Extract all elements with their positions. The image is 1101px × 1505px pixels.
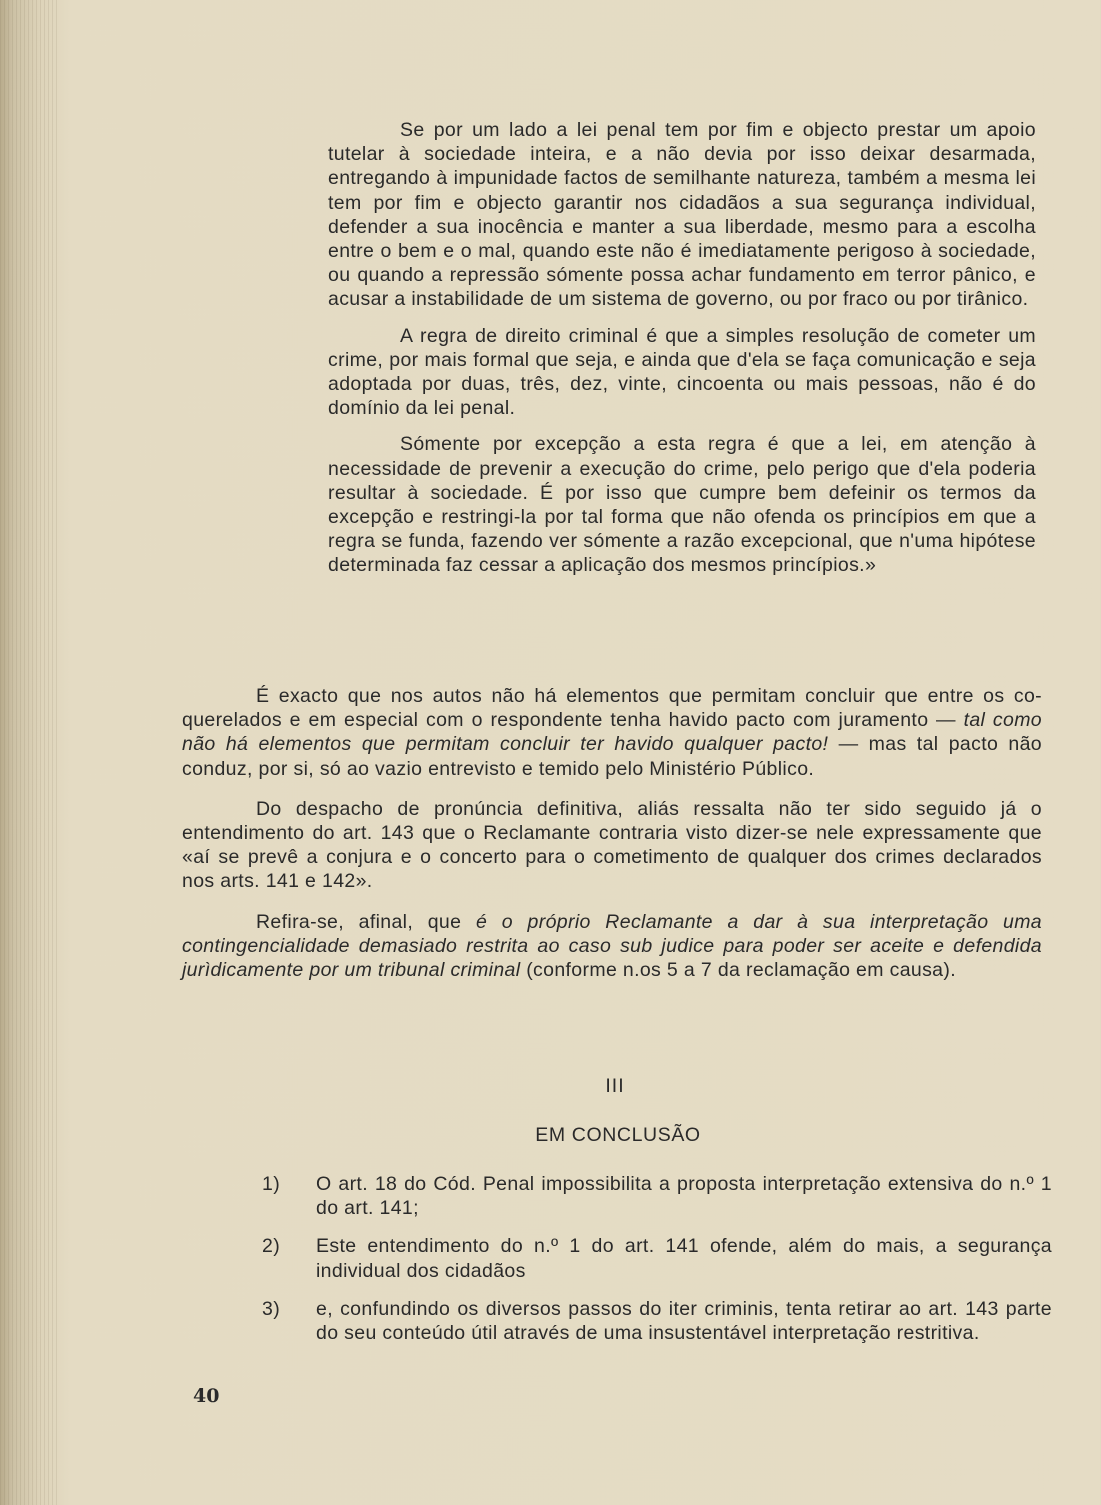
main-text — [182, 684, 1042, 998]
main-paragraph-3-text-a: Refira-se, afinal, que — [256, 910, 476, 933]
main-paragraph-3-italic: é o próprio Reclamante a dar à sua interpretação uma contingencialidade demasiado restrita ao caso sub judice para poder ser aceite e defendida jurìdicamente por um tribunal criminal — [182, 910, 1042, 982]
main-paragraph-2: Do despacho de pronúncia definitiva, aliás ressalta não ter sido seguido já o entendimento do art. 143 que o Reclamante contraria visto dizer-se nele expressamente que «aí se prevê a conjura e o concerto para o cometimento de qualquer dos crimes declarados nos arts. 141 e 142». — [182, 797, 1042, 893]
list-item-number: 2) — [262, 1235, 281, 1258]
list-item-text: O art. 18 do Cód. Penal impossibilita a proposta interpretação extensiva do n.º 1 do art. 141; — [316, 1173, 1052, 1220]
main-paragraph-1 — [182, 684, 1042, 781]
main-paragraph-3-text-b: (conforme n.os 5 a 7 da reclamação em causa). — [520, 959, 956, 982]
section-title: EM CONCLUSÃO — [535, 1124, 701, 1146]
list-item-text: e, confundindo os diversos passos do iter criminis, tenta retirar ao art. 143 parte do seu conteúdo útil através de uma insustentável interpretação restritiva. — [316, 1297, 1052, 1345]
main-paragraph-1-text-a: É exacto que nos autos não há elementos que permitam concluir que entre os co-querelados e em especial com o respondente tenha havido pacto com juramento — — [182, 685, 1042, 732]
section-number: III — [605, 1075, 625, 1097]
list-item-number: 1) — [262, 1173, 281, 1195]
list-item — [262, 1172, 1052, 1220]
page-number: 40 — [193, 1385, 220, 1407]
list-item — [262, 1234, 1052, 1282]
main-paragraph-1-italic: tal como não há elementos que permitam concluir ter havido qualquer pacto! — [182, 709, 1042, 756]
quote-paragraph-2: A regra de direito criminal é que a simples resolução de cometer um crime, por mais formal que seja, e ainda que d'ela se faça comunicação e seja adoptada por duas, três, dez, vinte, cincoenta ou mais pessoas, não é do domínio da lei penal. — [328, 324, 1036, 420]
quote-paragraph-3: Sómente por excepção a esta regra é que a lei, em atenção à necessidade de prevenir a execução do crime, pelo perigo que d'ela poderia resultar à sociedade. É por isso que cumpre bem defeinir os termos da excepção e restringi-la por tal forma que não ofenda os princípios em que a regra se funda, fazendo ver sómente a razão excepcional, que n'uma hipótese determinada faz cessar a aplicação dos mesmos princípios.» — [328, 433, 1036, 577]
conclusion-list — [262, 1172, 1052, 1359]
list-item — [262, 1297, 1052, 1345]
quoted-passage — [328, 118, 1036, 590]
quote-paragraph-1: Se por um lado a lei penal tem por fim e objecto prestar um apoio tutelar à sociedade inteira, e a não devia por isso deixar desarmada, entregando à impunidade factos de semilhante natureza, também a mesma lei tem por fim e objecto garantir nos cidadãos a sua segurança individual, defender a sua inocência e manter a sua liberdade, mesmo para a escolha entre o bem e o mal, quando este não é imediatamente perigoso à sociedade, ou quando a repressão sómente possa achar fundamento em terror pânico, e acusar a instabilidade de um sistema de governo, ou por fraco ou por tirânico. — [328, 119, 1036, 311]
list-item-text: Este entendimento do n.º 1 do art. 141 ofende, além do mais, a segurança individual dos cidadãos — [316, 1235, 1052, 1282]
list-item-number: 3) — [262, 1297, 281, 1320]
main-paragraph-3 — [182, 910, 1042, 983]
main-paragraph-1-text-b: — mas tal pacto não conduz, por si, só ao vazio entrevisto e temido pelo Ministério Público. — [182, 733, 1042, 780]
